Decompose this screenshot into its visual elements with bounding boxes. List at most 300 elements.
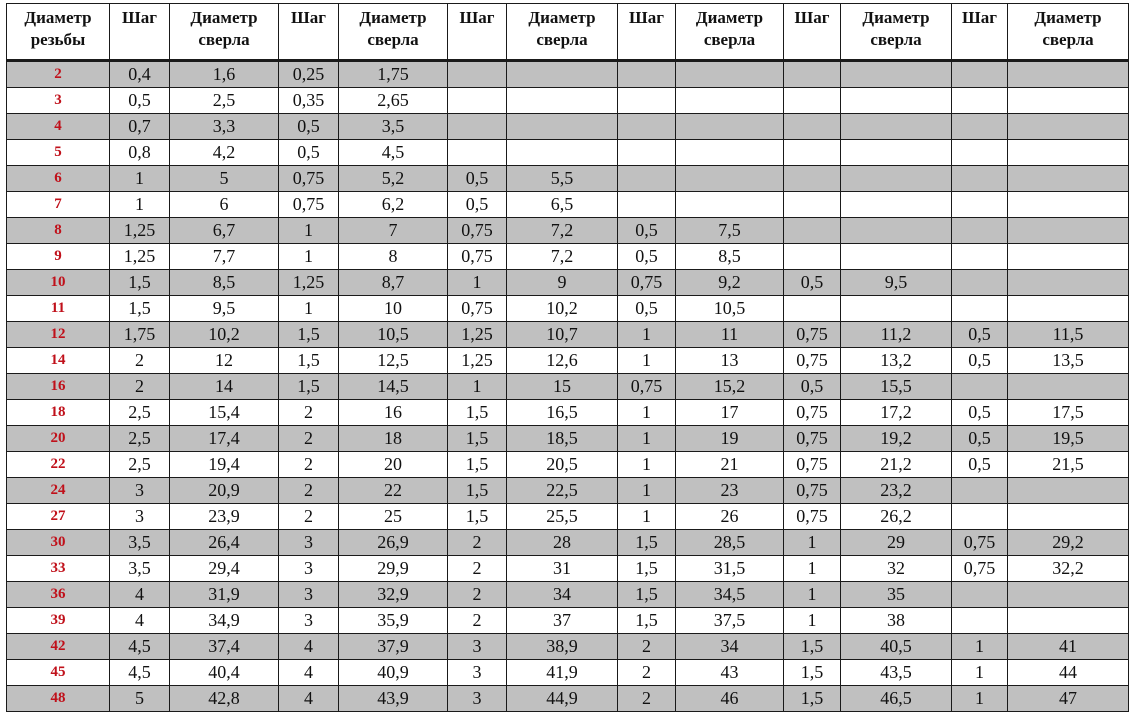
drill-diameter-cell: 31,5: [676, 556, 784, 582]
pitch-cell: 2: [618, 660, 676, 686]
drill-diameter-cell: 6,7: [170, 218, 279, 244]
drill-diameter-cell: 14: [170, 374, 279, 400]
drill-diameter-cell: [841, 61, 952, 88]
drill-diameter-cell: 38,9: [507, 634, 618, 660]
pitch-cell: 3: [448, 634, 507, 660]
drill-diameter-cell: 22: [339, 478, 448, 504]
pitch-cell: [952, 218, 1008, 244]
pitch-cell: 1,25: [110, 244, 170, 270]
pitch-cell: 0,7: [110, 114, 170, 140]
drill-diameter-cell: 8,5: [170, 270, 279, 296]
drill-diameter-cell: 46: [676, 686, 784, 712]
drill-diameter-cell: 8,5: [676, 244, 784, 270]
drill-diameter-cell: 13: [676, 348, 784, 374]
thread-diameter-cell: 10: [7, 270, 110, 296]
thread-diameter-cell: 5: [7, 140, 110, 166]
drill-diameter-cell: [507, 114, 618, 140]
pitch-cell: 2: [110, 348, 170, 374]
thread-diameter-cell: 42: [7, 634, 110, 660]
thread-diameter-cell: 45: [7, 660, 110, 686]
drill-diameter-cell: [1008, 504, 1129, 530]
drill-diameter-cell: [1008, 244, 1129, 270]
pitch-cell: 3: [279, 556, 339, 582]
table-row: [7, 400, 1129, 426]
pitch-cell: 0,75: [279, 192, 339, 218]
drill-diameter-cell: 6,5: [507, 192, 618, 218]
table-row: [7, 478, 1129, 504]
drill-diameter-cell: 26,4: [170, 530, 279, 556]
drill-diameter-cell: [1008, 140, 1129, 166]
drill-diameter-cell: 16: [339, 400, 448, 426]
pitch-cell: 1: [952, 634, 1008, 660]
table-row: [7, 582, 1129, 608]
pitch-cell: [618, 88, 676, 114]
drill-diameter-cell: 26: [676, 504, 784, 530]
table-row: [7, 660, 1129, 686]
pitch-cell: 3: [279, 608, 339, 634]
pitch-cell: 0,5: [618, 218, 676, 244]
header-drill-diameter: Диаметр сверла: [841, 4, 952, 61]
pitch-cell: [784, 114, 841, 140]
pitch-cell: 0,75: [618, 374, 676, 400]
pitch-cell: 1,25: [448, 322, 507, 348]
header-row: [7, 4, 1129, 61]
thread-diameter-cell: 18: [7, 400, 110, 426]
pitch-cell: 0,5: [952, 348, 1008, 374]
pitch-cell: [952, 166, 1008, 192]
pitch-cell: 0,5: [279, 140, 339, 166]
pitch-cell: 4: [279, 660, 339, 686]
header-drill-diameter: Диаметр сверла: [507, 4, 618, 61]
pitch-cell: 1,5: [279, 374, 339, 400]
drill-diameter-cell: 21,5: [1008, 452, 1129, 478]
drill-diameter-cell: 23,2: [841, 478, 952, 504]
drill-diameter-cell: 32: [841, 556, 952, 582]
drill-diameter-cell: [507, 140, 618, 166]
pitch-cell: 1,75: [110, 322, 170, 348]
table-row: [7, 296, 1129, 322]
pitch-cell: [784, 140, 841, 166]
thread-diameter-cell: 3: [7, 88, 110, 114]
pitch-cell: 3: [110, 478, 170, 504]
pitch-cell: [952, 504, 1008, 530]
pitch-cell: 0,5: [952, 322, 1008, 348]
pitch-cell: 0,75: [448, 244, 507, 270]
drill-diameter-cell: 23,9: [170, 504, 279, 530]
pitch-cell: 1: [618, 400, 676, 426]
drill-diameter-cell: 4,2: [170, 140, 279, 166]
pitch-cell: 1,5: [784, 660, 841, 686]
pitch-cell: 4: [110, 608, 170, 634]
pitch-cell: 1: [618, 452, 676, 478]
drill-diameter-cell: 29,2: [1008, 530, 1129, 556]
thread-drill-table: [6, 3, 1129, 712]
pitch-cell: 2: [279, 452, 339, 478]
drill-diameter-cell: [676, 192, 784, 218]
drill-diameter-cell: [1008, 270, 1129, 296]
drill-diameter-cell: 13,5: [1008, 348, 1129, 374]
thread-diameter-cell: 39: [7, 608, 110, 634]
pitch-cell: 1: [784, 556, 841, 582]
drill-diameter-cell: [841, 114, 952, 140]
table-row: [7, 218, 1129, 244]
pitch-cell: 1,5: [110, 270, 170, 296]
pitch-cell: 3: [279, 530, 339, 556]
table-row: [7, 192, 1129, 218]
drill-diameter-cell: [1008, 608, 1129, 634]
pitch-cell: 4,5: [110, 660, 170, 686]
table-row: [7, 88, 1129, 114]
drill-diameter-cell: 10,5: [676, 296, 784, 322]
drill-diameter-cell: 41: [1008, 634, 1129, 660]
drill-diameter-cell: [507, 61, 618, 88]
drill-diameter-cell: 40,5: [841, 634, 952, 660]
drill-diameter-cell: [1008, 374, 1129, 400]
pitch-cell: 1,5: [279, 348, 339, 374]
thread-diameter-cell: 16: [7, 374, 110, 400]
pitch-cell: 2: [448, 582, 507, 608]
pitch-cell: 1: [279, 218, 339, 244]
drill-diameter-cell: 29: [841, 530, 952, 556]
pitch-cell: [952, 270, 1008, 296]
drill-diameter-cell: [507, 88, 618, 114]
pitch-cell: [952, 61, 1008, 88]
pitch-cell: 0,75: [784, 504, 841, 530]
pitch-cell: 0,5: [110, 88, 170, 114]
drill-diameter-cell: 37,5: [676, 608, 784, 634]
header-pitch: Шаг: [618, 4, 676, 61]
drill-diameter-cell: 4,5: [339, 140, 448, 166]
drill-diameter-cell: 42,8: [170, 686, 279, 712]
drill-diameter-cell: 7,2: [507, 218, 618, 244]
pitch-cell: 1,5: [618, 582, 676, 608]
table-row: [7, 374, 1129, 400]
pitch-cell: [618, 61, 676, 88]
pitch-cell: 3,5: [110, 556, 170, 582]
pitch-cell: [952, 114, 1008, 140]
drill-diameter-cell: 46,5: [841, 686, 952, 712]
pitch-cell: 0,5: [448, 192, 507, 218]
drill-diameter-cell: 10,2: [170, 322, 279, 348]
pitch-cell: 2,5: [110, 400, 170, 426]
drill-diameter-cell: 8,7: [339, 270, 448, 296]
pitch-cell: 2: [279, 426, 339, 452]
drill-diameter-cell: 37,9: [339, 634, 448, 660]
drill-diameter-cell: 28: [507, 530, 618, 556]
drill-diameter-cell: 5: [170, 166, 279, 192]
drill-diameter-cell: [1008, 114, 1129, 140]
drill-diameter-cell: 17,5: [1008, 400, 1129, 426]
header-pitch: Шаг: [784, 4, 841, 61]
pitch-cell: [952, 582, 1008, 608]
drill-diameter-cell: [676, 114, 784, 140]
drill-diameter-cell: 15: [507, 374, 618, 400]
table-row: [7, 114, 1129, 140]
drill-diameter-cell: 25,5: [507, 504, 618, 530]
drill-diameter-cell: 19,4: [170, 452, 279, 478]
pitch-cell: 1,5: [448, 452, 507, 478]
pitch-cell: 1,5: [448, 400, 507, 426]
pitch-cell: 2: [279, 400, 339, 426]
pitch-cell: 0,35: [279, 88, 339, 114]
header-thread-diameter: Диаметр резьбы: [7, 4, 110, 61]
table-row: [7, 61, 1129, 88]
drill-diameter-cell: 17: [676, 400, 784, 426]
drill-diameter-cell: 7: [339, 218, 448, 244]
drill-diameter-cell: 43: [676, 660, 784, 686]
drill-diameter-cell: 15,5: [841, 374, 952, 400]
pitch-cell: 0,75: [279, 166, 339, 192]
pitch-cell: 1,5: [784, 686, 841, 712]
drill-diameter-cell: 5,5: [507, 166, 618, 192]
drill-diameter-cell: [1008, 192, 1129, 218]
pitch-cell: 0,5: [952, 426, 1008, 452]
drill-diameter-cell: 10,2: [507, 296, 618, 322]
pitch-cell: 2,5: [110, 452, 170, 478]
pitch-cell: 0,75: [952, 530, 1008, 556]
drill-diameter-cell: 34,9: [170, 608, 279, 634]
table-row: [7, 556, 1129, 582]
drill-diameter-cell: 9,5: [841, 270, 952, 296]
drill-diameter-cell: 20: [339, 452, 448, 478]
drill-diameter-cell: 37: [507, 608, 618, 634]
drill-diameter-cell: 12,5: [339, 348, 448, 374]
drill-diameter-cell: 9: [507, 270, 618, 296]
pitch-cell: 0,75: [952, 556, 1008, 582]
pitch-cell: 3,5: [110, 530, 170, 556]
drill-diameter-cell: 29,4: [170, 556, 279, 582]
pitch-cell: 0,5: [952, 452, 1008, 478]
drill-diameter-cell: 6: [170, 192, 279, 218]
pitch-cell: 0,75: [784, 478, 841, 504]
pitch-cell: 0,8: [110, 140, 170, 166]
drill-diameter-cell: 23: [676, 478, 784, 504]
drill-diameter-cell: 32,9: [339, 582, 448, 608]
thread-diameter-cell: 27: [7, 504, 110, 530]
drill-diameter-cell: 35: [841, 582, 952, 608]
pitch-cell: 0,75: [448, 218, 507, 244]
drill-diameter-cell: 17,4: [170, 426, 279, 452]
pitch-cell: [448, 114, 507, 140]
drill-diameter-cell: 40,4: [170, 660, 279, 686]
pitch-cell: 2: [618, 634, 676, 660]
drill-diameter-cell: 1,6: [170, 61, 279, 88]
drill-diameter-cell: [1008, 478, 1129, 504]
thread-diameter-cell: 48: [7, 686, 110, 712]
pitch-cell: 4: [279, 686, 339, 712]
table-row: [7, 140, 1129, 166]
drill-diameter-cell: 34,5: [676, 582, 784, 608]
header-pitch: Шаг: [279, 4, 339, 61]
table-row: [7, 608, 1129, 634]
drill-diameter-cell: 3,3: [170, 114, 279, 140]
thread-diameter-cell: 36: [7, 582, 110, 608]
pitch-cell: 1,5: [618, 608, 676, 634]
pitch-cell: 0,75: [784, 400, 841, 426]
drill-diameter-cell: 10,7: [507, 322, 618, 348]
pitch-cell: 2: [448, 556, 507, 582]
pitch-cell: 3: [279, 582, 339, 608]
drill-diameter-cell: [841, 296, 952, 322]
thread-diameter-cell: 20: [7, 426, 110, 452]
drill-diameter-cell: 20,5: [507, 452, 618, 478]
drill-diameter-cell: 16,5: [507, 400, 618, 426]
drill-diameter-cell: 11,5: [1008, 322, 1129, 348]
pitch-cell: 2,5: [110, 426, 170, 452]
pitch-cell: 1: [618, 426, 676, 452]
drill-diameter-cell: [1008, 166, 1129, 192]
pitch-cell: 1: [952, 686, 1008, 712]
drill-diameter-cell: 32,2: [1008, 556, 1129, 582]
drill-diameter-cell: [1008, 218, 1129, 244]
pitch-cell: [448, 88, 507, 114]
drill-diameter-cell: 31: [507, 556, 618, 582]
pitch-cell: [784, 296, 841, 322]
drill-diameter-cell: 25: [339, 504, 448, 530]
pitch-cell: 1,5: [448, 504, 507, 530]
pitch-cell: 2: [279, 478, 339, 504]
thread-diameter-cell: 33: [7, 556, 110, 582]
drill-diameter-cell: [676, 88, 784, 114]
pitch-cell: 3: [110, 504, 170, 530]
pitch-cell: [952, 88, 1008, 114]
pitch-cell: 1,25: [448, 348, 507, 374]
drill-diameter-cell: 7,2: [507, 244, 618, 270]
pitch-cell: 1,25: [279, 270, 339, 296]
header-drill-diameter: Диаметр сверла: [676, 4, 784, 61]
drill-diameter-cell: 43,5: [841, 660, 952, 686]
pitch-cell: 0,5: [279, 114, 339, 140]
header-drill-diameter: Диаметр сверла: [170, 4, 279, 61]
thread-diameter-cell: 14: [7, 348, 110, 374]
drill-diameter-cell: 37,4: [170, 634, 279, 660]
pitch-cell: 4,5: [110, 634, 170, 660]
pitch-cell: 1: [110, 192, 170, 218]
pitch-cell: 0,75: [618, 270, 676, 296]
drill-diameter-cell: 18: [339, 426, 448, 452]
pitch-cell: 0,5: [784, 270, 841, 296]
pitch-cell: 1,5: [110, 296, 170, 322]
drill-diameter-cell: [676, 140, 784, 166]
pitch-cell: 0,75: [784, 348, 841, 374]
drill-diameter-cell: 11,2: [841, 322, 952, 348]
drill-diameter-cell: [1008, 582, 1129, 608]
drill-diameter-cell: 5,2: [339, 166, 448, 192]
thread-diameter-cell: 9: [7, 244, 110, 270]
drill-diameter-cell: 19,5: [1008, 426, 1129, 452]
pitch-cell: 0,5: [784, 374, 841, 400]
pitch-cell: 1,25: [110, 218, 170, 244]
drill-diameter-cell: [841, 140, 952, 166]
drill-diameter-cell: 7,5: [676, 218, 784, 244]
pitch-cell: 1: [784, 582, 841, 608]
table-row: [7, 504, 1129, 530]
drill-diameter-cell: 10: [339, 296, 448, 322]
drill-diameter-cell: 21: [676, 452, 784, 478]
drill-diameter-cell: 26,9: [339, 530, 448, 556]
pitch-cell: 1,5: [618, 556, 676, 582]
thread-diameter-cell: 30: [7, 530, 110, 556]
pitch-cell: [952, 374, 1008, 400]
drill-diameter-cell: 11: [676, 322, 784, 348]
drill-diameter-cell: 19,2: [841, 426, 952, 452]
drill-diameter-cell: 15,2: [676, 374, 784, 400]
table-row: [7, 426, 1129, 452]
pitch-cell: 1: [784, 608, 841, 634]
drill-diameter-cell: 34: [507, 582, 618, 608]
pitch-cell: 0,75: [784, 322, 841, 348]
pitch-cell: [618, 166, 676, 192]
drill-diameter-cell: 41,9: [507, 660, 618, 686]
table-row: [7, 322, 1129, 348]
pitch-cell: 2: [279, 504, 339, 530]
pitch-cell: 4: [110, 582, 170, 608]
drill-diameter-cell: 3,5: [339, 114, 448, 140]
pitch-cell: 5: [110, 686, 170, 712]
thread-diameter-cell: 4: [7, 114, 110, 140]
drill-diameter-cell: [841, 166, 952, 192]
pitch-cell: 0,25: [279, 61, 339, 88]
pitch-cell: [448, 140, 507, 166]
pitch-cell: 1: [448, 270, 507, 296]
thread-diameter-cell: 2: [7, 61, 110, 88]
pitch-cell: 0,5: [618, 244, 676, 270]
table-row: [7, 452, 1129, 478]
table-row: [7, 244, 1129, 270]
table-row: [7, 348, 1129, 374]
pitch-cell: 1: [618, 504, 676, 530]
drill-diameter-cell: 29,9: [339, 556, 448, 582]
pitch-cell: 0,75: [784, 452, 841, 478]
header-pitch: Шаг: [110, 4, 170, 61]
table-row: [7, 686, 1129, 712]
pitch-cell: 0,5: [448, 166, 507, 192]
pitch-cell: 2: [448, 608, 507, 634]
drill-diameter-cell: 17,2: [841, 400, 952, 426]
pitch-cell: [784, 218, 841, 244]
pitch-cell: 1,5: [279, 322, 339, 348]
drill-diameter-cell: 6,2: [339, 192, 448, 218]
pitch-cell: [784, 192, 841, 218]
table-row: [7, 270, 1129, 296]
pitch-cell: [952, 244, 1008, 270]
pitch-cell: 1: [110, 166, 170, 192]
table-row: [7, 166, 1129, 192]
pitch-cell: [784, 61, 841, 88]
thread-diameter-cell: 8: [7, 218, 110, 244]
drill-diameter-cell: 15,4: [170, 400, 279, 426]
drill-diameter-cell: 21,2: [841, 452, 952, 478]
drill-diameter-cell: 26,2: [841, 504, 952, 530]
pitch-cell: [952, 296, 1008, 322]
thread-diameter-cell: 7: [7, 192, 110, 218]
table-row: [7, 634, 1129, 660]
thread-diameter-cell: 11: [7, 296, 110, 322]
pitch-cell: 0,75: [448, 296, 507, 322]
drill-diameter-cell: [841, 88, 952, 114]
thread-diameter-cell: 12: [7, 322, 110, 348]
drill-diameter-cell: 2,65: [339, 88, 448, 114]
drill-diameter-cell: 8: [339, 244, 448, 270]
drill-diameter-cell: 14,5: [339, 374, 448, 400]
drill-diameter-cell: 1,75: [339, 61, 448, 88]
table-row: [7, 530, 1129, 556]
drill-diameter-cell: 31,9: [170, 582, 279, 608]
drill-diameter-cell: 34: [676, 634, 784, 660]
header-drill-diameter: Диаметр сверла: [339, 4, 448, 61]
drill-diameter-cell: 28,5: [676, 530, 784, 556]
pitch-cell: 2: [618, 686, 676, 712]
